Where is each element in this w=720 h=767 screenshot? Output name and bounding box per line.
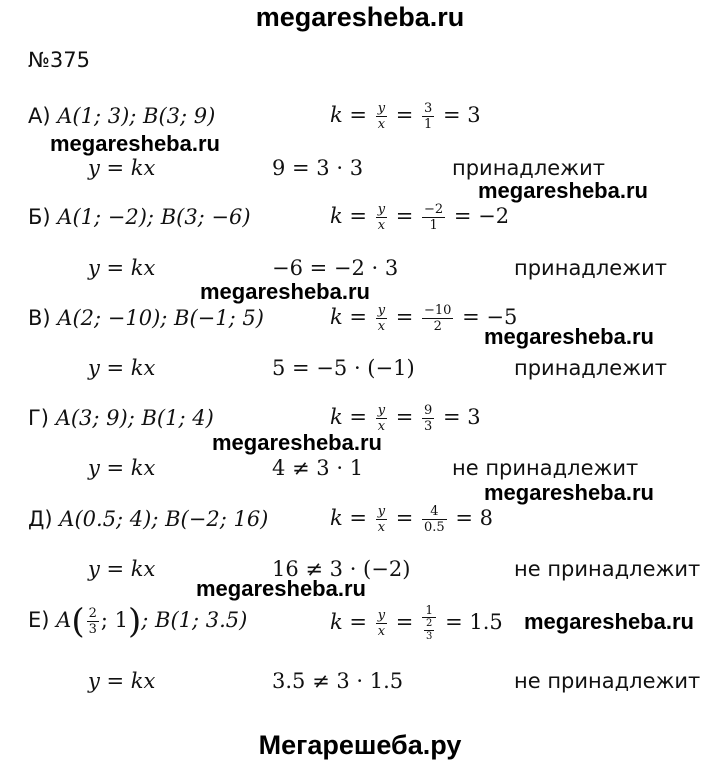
row-e-k-formula: k = $\frac{y}{x}$ = $\frac{4}{0.5}$ = 8: [330, 504, 494, 535]
nested-fraction: $\frac{1}{\frac{2}{3}}$: [422, 605, 436, 642]
point-a-prefix: A: [56, 608, 72, 632]
k-result: = 1.5: [445, 610, 503, 634]
watermark: megaresheba.ru: [196, 576, 366, 601]
check-equation: −6 = −2 · 3: [272, 256, 399, 280]
k-result: = 3: [442, 103, 481, 127]
row-label: Г): [28, 406, 49, 430]
watermark: megaresheba.ru: [50, 131, 220, 156]
check-equation: 9 = 3 · 3: [272, 156, 364, 180]
point-a: A(0.5; 4);: [59, 507, 159, 531]
watermark: megaresheba.ru: [484, 480, 654, 505]
value-fraction: $\frac{-2}{1}$: [424, 202, 444, 233]
value-fraction: $\frac{3}{1}$: [424, 101, 433, 132]
row-c-k-formula: k = $\frac{y}{x}$ = $\frac{-10}{2}$ = −5: [330, 303, 518, 334]
watermark: megaresheba.ru: [478, 178, 648, 203]
check-equation: 3.5 ≠ 3 · 1.5: [272, 669, 404, 693]
status-text: не принадлежит: [514, 557, 701, 581]
y-over-x-fraction: $\frac{y}{x}$: [377, 608, 386, 639]
value-fraction: $\frac{-10}{2}$: [424, 303, 452, 334]
watermark: megaresheba.ru: [200, 279, 370, 304]
formula: y = kx: [88, 356, 156, 380]
formula: y = kx: [88, 456, 156, 480]
row-f-k-formula: k = $\frac{y}{x}$ = $\frac{1}{\frac{2}{3}}$ = 1.5: [330, 603, 503, 642]
row-b-k-formula: k = $\frac{y}{x}$ = $\frac{-2}{1}$ = −2: [330, 202, 510, 233]
k-prefix: k =: [330, 610, 367, 634]
row-label: Б): [28, 205, 51, 229]
point-a: A(3; 9);: [55, 406, 135, 430]
formula: y = kx: [88, 156, 156, 180]
k-prefix: k =: [330, 103, 367, 127]
row-d-heading: [28, 406, 214, 430]
footer-site-name: Мегарешеба.ру: [258, 730, 462, 760]
y-over-x-fraction: $\frac{y}{x}$: [377, 101, 386, 132]
point-b: ; B(1; 3.5): [141, 608, 248, 632]
status-text: принадлежит: [514, 356, 667, 380]
status-text: не принадлежит: [452, 456, 639, 480]
point-b: B(3; −6): [160, 205, 251, 229]
point-b: B(3; 9): [143, 104, 216, 128]
formula: y = kx: [88, 669, 156, 693]
check-equation: 4 ≠ 3 · 1: [272, 456, 364, 480]
point-b: B(−2; 16): [165, 507, 269, 531]
row-b-heading: [28, 205, 251, 229]
row-label: А): [28, 104, 51, 128]
formula: y = kx: [88, 256, 156, 280]
point-b: B(−1; 5): [174, 306, 264, 330]
point-a-fraction: $\frac{2}{3}$: [88, 606, 97, 637]
k-prefix: k =: [330, 506, 367, 530]
status-text: не принадлежит: [514, 669, 701, 693]
point-a: A(1; −2);: [57, 205, 154, 229]
check-equation: 16 ≠ 3 · (−2): [272, 557, 411, 581]
k-result: = 8: [455, 506, 494, 530]
row-e-heading: [28, 507, 268, 531]
k-prefix: k =: [330, 405, 367, 429]
status-text: принадлежит: [452, 156, 605, 180]
row-c-heading: [28, 306, 264, 330]
check-equation: 5 = −5 · (−1): [272, 356, 415, 380]
point-a: A(1; 3);: [57, 104, 137, 128]
watermark: megaresheba.ru: [212, 430, 382, 455]
row-d-k-formula: k = $\frac{y}{x}$ = $\frac{9}{3}$ = 3: [330, 403, 481, 434]
row-label: В): [28, 306, 51, 330]
y-over-x-fraction: $\frac{y}{x}$: [377, 504, 386, 535]
point-a: A(2; −10);: [57, 306, 168, 330]
k-result: = −2: [453, 204, 510, 228]
k-result: = 3: [442, 405, 481, 429]
watermark: megaresheba.ru: [484, 324, 654, 349]
k-prefix: k =: [330, 305, 367, 329]
row-f-heading: Е) A( $\frac{2}{3}$ ; 1); B(1; 3.5): [28, 601, 248, 642]
value-fraction: $\frac{4}{0.5}$: [424, 504, 445, 535]
value-fraction: $\frac{9}{3}$: [424, 403, 433, 434]
formula: y = kx: [88, 557, 156, 581]
k-prefix: k =: [330, 204, 367, 228]
row-label: Д): [28, 507, 53, 531]
k-result: = −5: [462, 305, 518, 329]
point-b: B(1; 4): [141, 406, 214, 430]
problem-number: №375: [28, 48, 90, 72]
y-over-x-fraction: $\frac{y}{x}$: [377, 303, 386, 334]
y-over-x-fraction: $\frac{y}{x}$: [377, 202, 386, 233]
site-title-watermark: megaresheba.ru: [255, 2, 465, 32]
row-a-k-formula: k = $\frac{y}{x}$ = $\frac{3}{1}$ = 3: [330, 101, 481, 132]
row-a-heading: [28, 104, 215, 128]
watermark: megaresheba.ru: [524, 609, 694, 634]
status-text: принадлежит: [514, 256, 667, 280]
y-over-x-fraction: $\frac{y}{x}$: [377, 403, 386, 434]
point-a-rest: ; 1: [100, 608, 128, 632]
row-label: Е): [28, 608, 50, 632]
